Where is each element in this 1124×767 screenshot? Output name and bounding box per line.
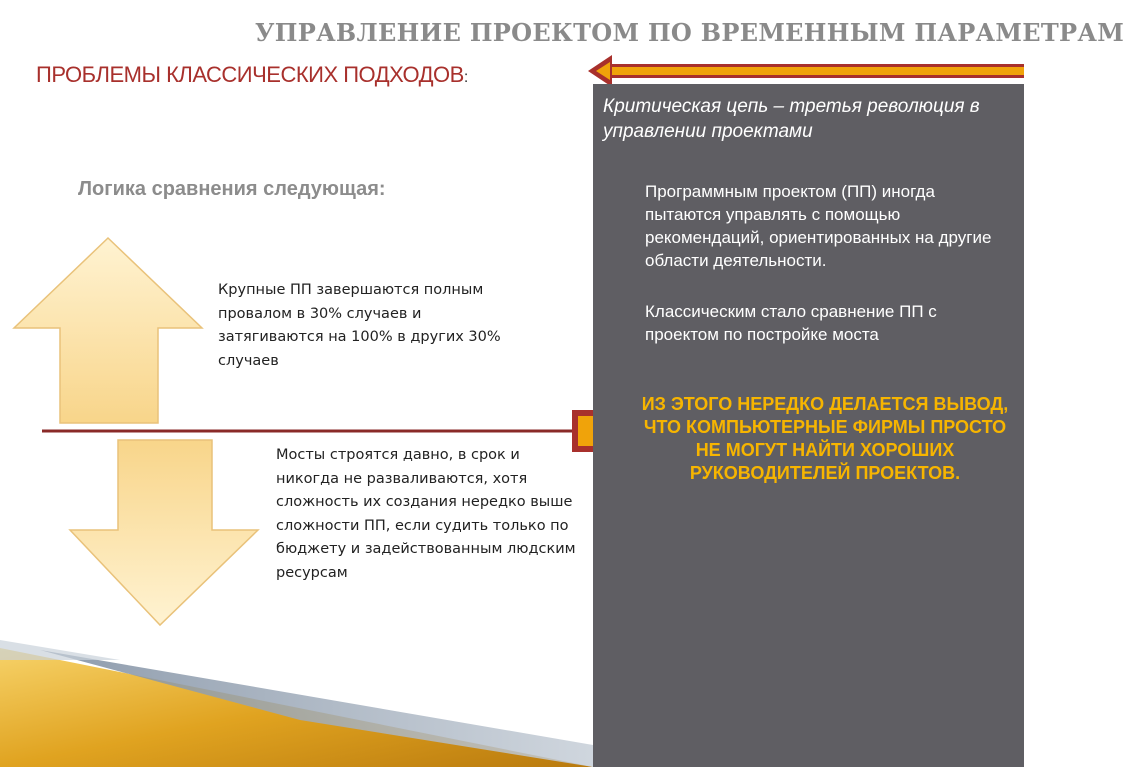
subtitle-text: ПРОБЛЕМЫ КЛАССИЧЕСКИХ ПОДХОДОВ <box>36 62 464 87</box>
lower-text: Мосты строятся давно, в срок и никогда не разваливаются, хотя сложность их создания нередко выше сложности ПП, если судить только по бюджету и задействованным людским ресурсам <box>276 447 576 581</box>
bottom-swoosh <box>0 640 593 767</box>
up-arrow-icon <box>14 238 202 423</box>
panel-conclusion: ИЗ ЭТОГО НЕРЕДКО ДЕЛАЕТСЯ ВЫВОД, ЧТО КОМПЬЮТЕРНЫЕ ФИРМЫ ПРОСТО НЕ МОГУТ НАЙТИ ХОРОШИХ РУКОВОДИТЕЛЕЙ ПРОЕКТОВ. <box>641 394 1009 483</box>
left-arrow-icon <box>588 55 1024 87</box>
page-title: УПРАВЛЕНИЕ ПРОЕКТОМ ПО ВРЕМЕННЫМ ПАРАМЕТРАМ <box>255 18 1124 47</box>
panel-paragraph-2: Классическим стало сравнение ПП с проектом по постройке моста <box>645 302 937 344</box>
down-arrow-icon <box>70 440 258 625</box>
logic-label: Логика сравнения следующая: <box>78 178 386 200</box>
upper-text: Крупные ПП завершаются полным провалом в 30% случаев и затягиваются на 100% в других 30% случаев <box>218 282 501 369</box>
section-subtitle <box>36 62 468 88</box>
panel-paragraph-1: Программным проектом (ПП) иногда пытаются управлять с помощью рекомендаций, ориентированных на другие области деятельности. <box>645 182 992 270</box>
subtitle-colon: : <box>463 69 468 86</box>
panel-heading: Критическая цепь – третья революция в управлении проектами <box>603 96 980 142</box>
